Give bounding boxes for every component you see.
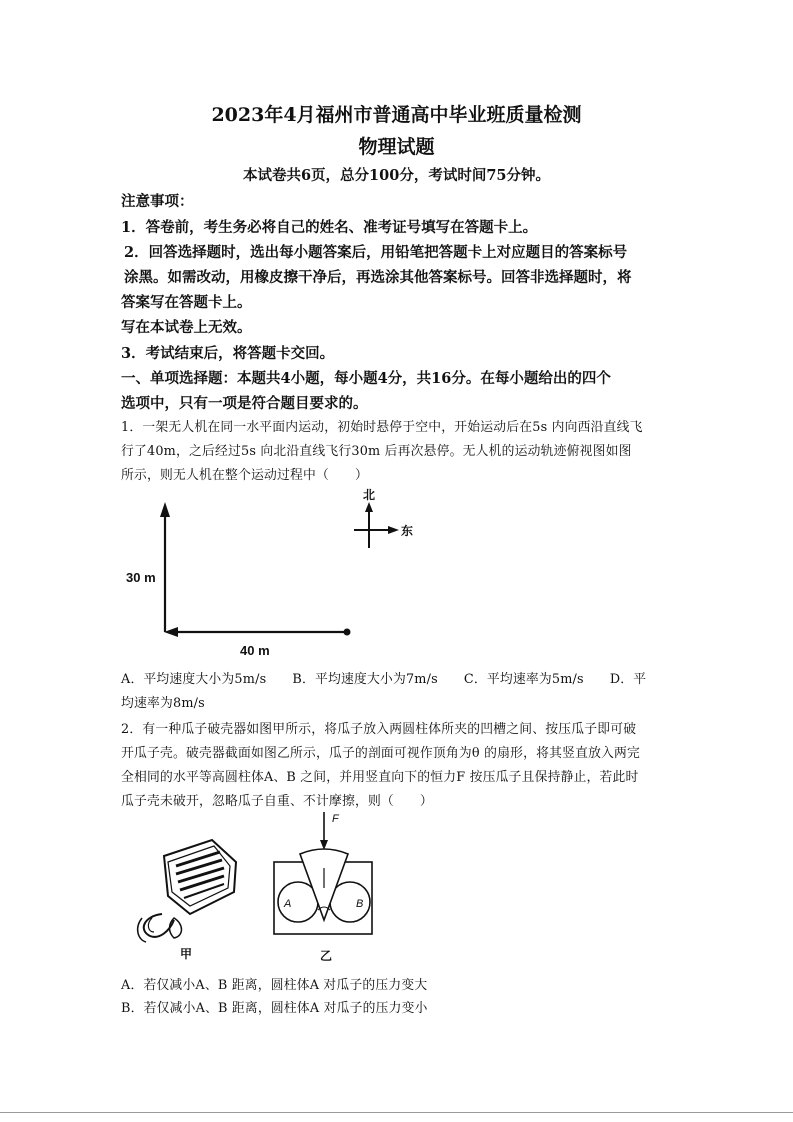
q1-options-line-2: 均速率为8m/s (121, 696, 205, 711)
note-3: 3．考试结束后，将答题卡交回。 (121, 345, 335, 362)
exam-title: 2023年4月福州市普通高中毕业班质量检测 (211, 104, 582, 126)
q1-stem-line-1: 1．一架无人机在同一水平面内运动，初始时悬停于空中，开始运动后在5s 内向西沿直线飞 (121, 420, 643, 435)
compass-north-label: 北 (363, 488, 376, 502)
q2-figure-yi (262, 806, 382, 970)
note-2-line-2: 涂黑。如需改动，用橡皮擦干净后，再选涂其他答案标号。回答非选择题时，将 (124, 269, 632, 286)
q1-options-line-1: A．平均速度大小为5m/s B．平均速度大小为7m/s C．平均速率为5m/s D．平 (121, 672, 647, 687)
page-bottom-rule (0, 1112, 793, 1113)
exam-info: 本试卷共6页，总分100分，考试时间75分钟。 (242, 167, 551, 184)
fig-yi-caption: 乙 (320, 949, 333, 963)
q2-option-b: B．若仅减小A、B 距离，圆柱体A 对瓜子的压力变小 (121, 1001, 428, 1016)
notes-heading: 注意事项： (121, 193, 194, 210)
note-2-line-3: 答案写在答题卡上。 (121, 294, 252, 311)
cracker-device-drawing (138, 840, 236, 942)
vertical-distance-label: 30 m (126, 570, 156, 585)
q1-stem-line-2: 行了40m，之后经过5s 向北沿直线飞行30m 后再次悬停。无人机的运动轨迹俯视图如图 (121, 444, 632, 459)
q2-stem-line-1: 2．有一种瓜子破壳器如图甲所示，将瓜子放入两圆柱体所夹的凹槽之间、按压瓜子即可破 (121, 722, 637, 737)
compass-north-arrow (365, 502, 373, 512)
note-1: 1．答卷前，考生务必将自己的姓名、准考证号填写在答题卡上。 (121, 219, 538, 236)
q2-stem-line-3: 全相同的水平等高圆柱体A、B 之间，并用竖直向下的恒力F 按压瓜子且保持静止，若此时 (121, 770, 639, 785)
compass-east-arrow (388, 526, 399, 534)
subject-title: 物理试题 (358, 136, 435, 158)
q1-stem-line-3: 所示，则无人机在整个运动过程中（ ） (121, 468, 368, 483)
start-point (344, 629, 351, 636)
fig-jia-caption: 甲 (180, 947, 193, 961)
west-path-arrowhead (164, 627, 178, 637)
note-2-line-1: 2．回答选择题时，选出每小题答案后，用铅笔把答题卡上对应题目的答案标号 (124, 244, 628, 261)
q2-option-a: A．若仅减小A、B 距离，圆柱体A 对瓜子的压力变大 (121, 978, 428, 993)
section-heading-line-1: 一、单项选择题：本题共4小题，每小题4分，共16分。在每小题给出的四个 (121, 370, 611, 387)
q2-stem-line-4: 瓜子壳未破开，忽略瓜子自重、不计摩擦，则（ ） (121, 794, 433, 809)
compass-east-label: 东 (401, 524, 414, 538)
cylinder-a-label: A (284, 898, 292, 910)
q1-trajectory-figure (118, 486, 418, 658)
cylinder-b-label: B (356, 898, 364, 910)
horizontal-distance-label: 40 m (240, 643, 270, 658)
force-label: F (332, 813, 339, 825)
note-2-line-4: 写在本试卷上无效。 (121, 319, 252, 336)
q2-stem-line-2: 开瓜子壳。破壳器截面如图乙所示，瓜子的剖面可视作顶角为θ 的扇形，将其竖直放入两完 (121, 746, 641, 761)
q2-figure-jia (134, 818, 244, 968)
section-heading-line-2: 选项中，只有一项是符合题目要求的。 (121, 395, 368, 412)
north-path-arrowhead (160, 502, 170, 517)
